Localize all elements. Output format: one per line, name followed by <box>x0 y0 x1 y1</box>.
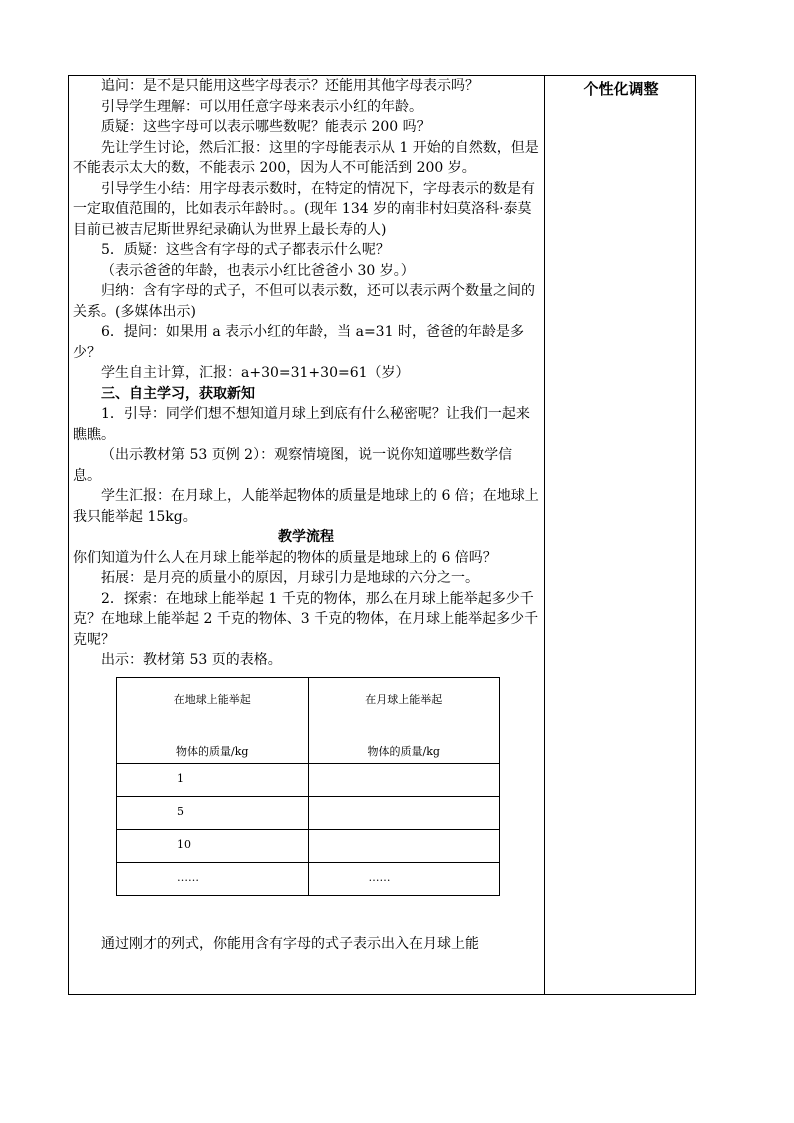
table-header-row <box>117 677 500 763</box>
table-header-cell <box>117 677 309 763</box>
paragraph: 先让学生讨论，然后汇报：这里的字母能表示从 1 开始的自然数，但是不能表示太大的数，不能表示 200，因为人不可能活到 200 岁。 <box>73 139 539 176</box>
paragraph: 追问：是不是只能用这些字母表示？还能用其他字母表示吗？ <box>101 78 479 94</box>
main-content <box>73 76 539 954</box>
section-heading: 三、自主学习，获取新知 <box>101 385 255 402</box>
lesson-plan-frame <box>68 75 696 995</box>
paragraph: 1．引导：同学们想不想知道月球上到底有什么秘密呢？让我们一起来瞧瞧。 <box>73 406 530 443</box>
section-title: 教学流程 <box>278 529 334 545</box>
table-cell <box>308 796 500 829</box>
table-row <box>117 862 500 895</box>
paragraph: 6．提问：如果用 a 表示小红的年龄，当 a=31 时，爸爸的年龄是多少？ <box>73 324 524 361</box>
paragraph: 质疑：这些字母可以表示哪些数呢？能表示 200 吗？ <box>101 119 431 135</box>
table-cell: 10 <box>117 829 309 862</box>
side-column-header: 个性化调整 <box>583 80 659 98</box>
data-table-wrapper <box>116 677 539 896</box>
table-cell: 5 <box>117 796 309 829</box>
table-cell: …… <box>117 862 309 895</box>
table-row <box>117 796 500 829</box>
paragraph: 拓展：是月亮的质量小的原因，月球引力是地球的六分之一。 <box>101 570 479 586</box>
table-row <box>117 763 500 796</box>
paragraph: （出示教材第 53 页例 2）：观察情境图，说一说你知道哪些数学信息。 <box>73 447 513 484</box>
data-table <box>116 677 500 896</box>
paragraph: 出示：教材第 53 页的表格。 <box>101 652 282 668</box>
table-row <box>117 829 500 862</box>
header-unit: 物体的质量/kg <box>367 745 440 758</box>
paragraph: 2．探索：在地球上能举起 1 千克的物体，那么在月球上能举起多少千克？在地球上能举起 2 千克的物体、3 千克的物体，在月球上能举起多少千克呢？ <box>73 590 539 648</box>
paragraph: 引导学生小结：用字母表示数时，在特定的情况下，字母表示的数是有一定取值范围的，比如表示年龄时。。(现年 134 岁的南非村妇莫洛科·泰莫目前已被吉尼斯世界纪录确认为世界上最长寿的人) <box>73 180 535 238</box>
paragraph: 你们知道为什么人在月球上能举起的物体的质量是地球上的 6 倍吗？ <box>73 549 497 566</box>
table-cell: …… <box>308 862 500 895</box>
paragraph: 5．质疑：这些含有字母的式子都表示什么呢？ <box>101 242 390 258</box>
header-unit: 物体的质量/kg <box>176 745 249 758</box>
table-cell: 1 <box>117 763 309 796</box>
table-header-cell <box>308 677 500 763</box>
header-text: 在地球上能举起 <box>173 692 251 706</box>
paragraph: 学生自主计算，汇报：a+30=31+30=61（岁） <box>101 365 410 381</box>
paragraph: 引导学生理解：可以用任意字母来表示小红的年龄。 <box>101 98 423 115</box>
paragraph: 归纳：含有字母的式子，不但可以表示数，还可以表示两个数量之间的关系。(多媒体出示) <box>73 283 535 320</box>
paragraph: （表示爸爸的年龄，也表示小红比爸爸小 30 岁。） <box>101 262 415 279</box>
paragraph: 通过刚才的列式，你能用含有字母的式子表示出入在月球上能 <box>101 935 479 952</box>
column-divider <box>544 76 545 994</box>
header-text: 在月球上能举起 <box>365 692 443 706</box>
paragraph: 学生汇报：在月球上，人能举起物体的质量是地球上的 6 倍；在地球上我只能举起 15kg。 <box>73 488 539 525</box>
table-cell <box>308 763 500 796</box>
table-cell <box>308 829 500 862</box>
